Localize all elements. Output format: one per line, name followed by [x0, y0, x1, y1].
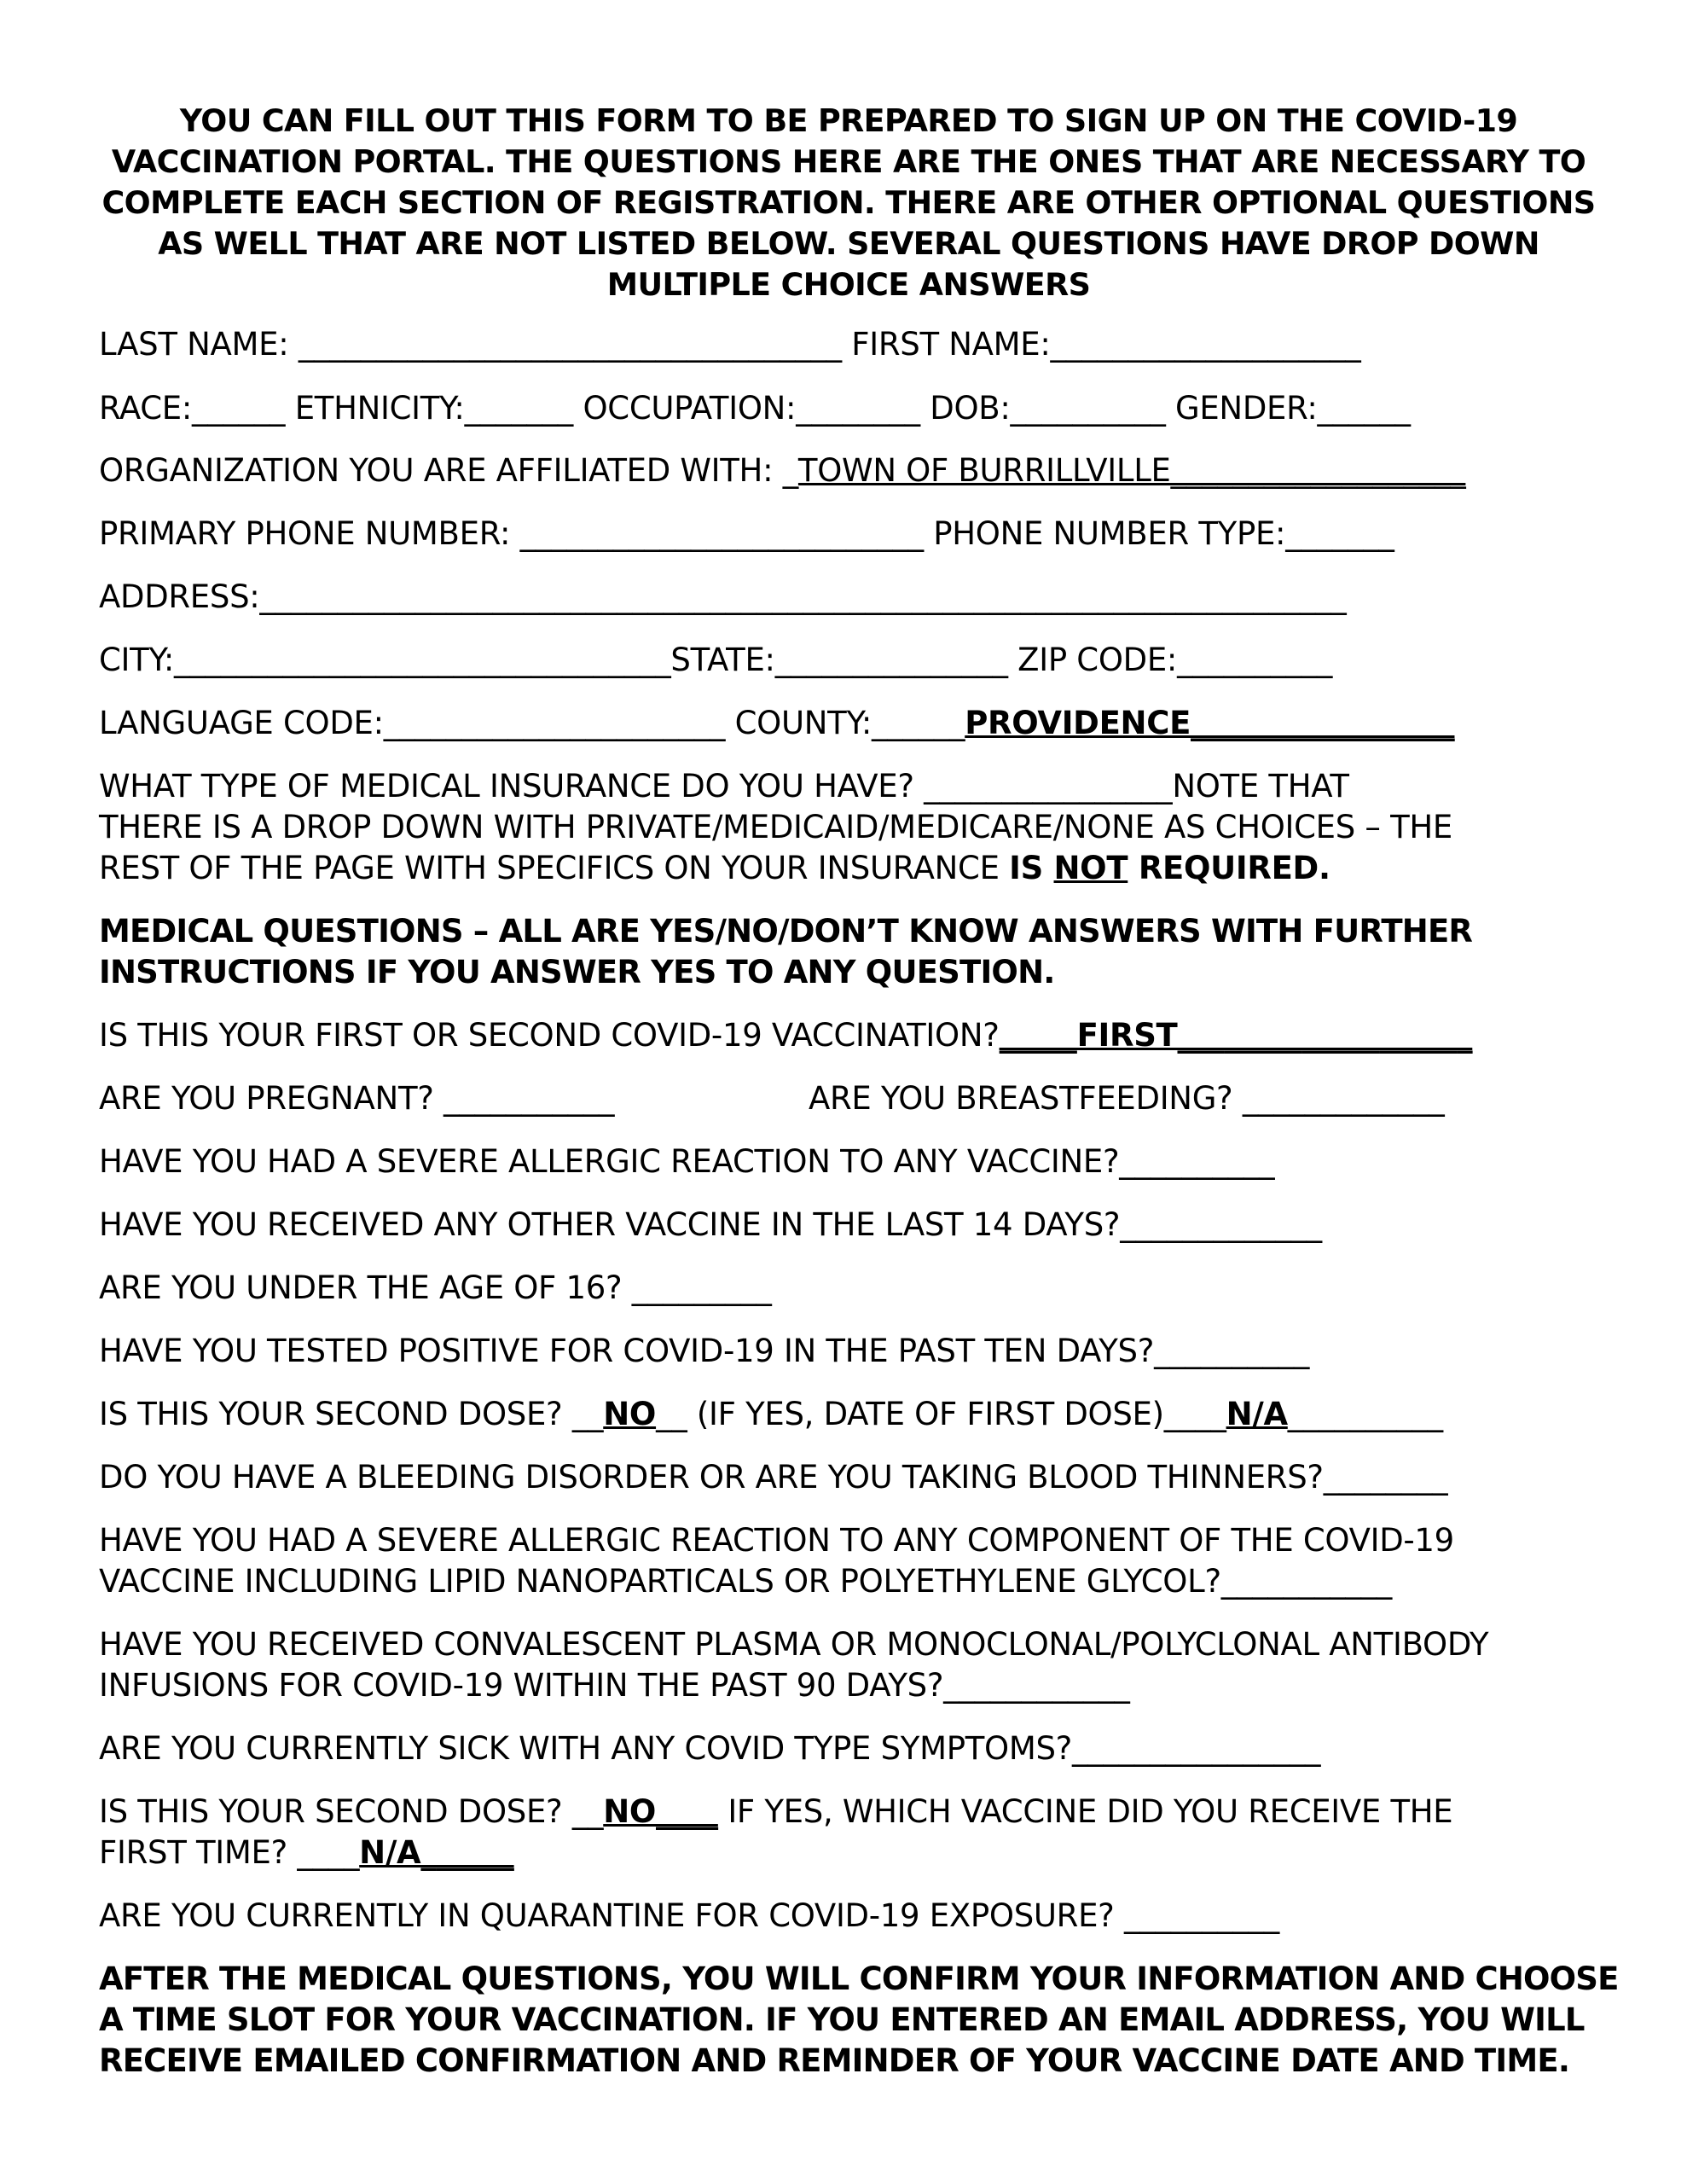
question-tested-positive: HAVE YOU TESTED POSITIVE FOR COVID-19 IN THE PAST TEN DAYS?__________ [99, 1333, 1310, 1369]
second-dose-answer: NO [603, 1396, 657, 1432]
insurance-required-text: REQUIRED. [1128, 850, 1330, 886]
question-plasma-line-1: HAVE YOU RECEIVED CONVALESCENT PLASMA OR MONOCLONAL/POLYCLONAL ANTIBODY [99, 1626, 1489, 1663]
language-county-label: LANGUAGE CODE:______________________ COUNTY:______ [99, 705, 965, 741]
first-dose-date-answer: N/A [1226, 1396, 1288, 1432]
insurance-note-text: REST OF THE PAGE WITH SPECIFICS ON YOUR INSURANCE [99, 850, 1010, 886]
question-vaccine-allergy: HAVE YOU HAD A SEVERE ALLERGIC REACTION TO ANY VACCINE?__________ [99, 1143, 1275, 1180]
question-other-vaccine: HAVE YOU RECEIVED ANY OTHER VACCINE IN THE LAST 14 DAYS?_____________ [99, 1206, 1322, 1243]
question-label: IS THIS YOUR FIRST OR SECOND COVID-19 VACCINATION? [99, 1017, 1000, 1054]
footer-line-3: RECEIVE EMAILED CONFIRMATION AND REMINDER OF YOUR VACCINE DATE AND TIME. [99, 2042, 1570, 2079]
county-value: PROVIDENCE_________________ [965, 705, 1455, 741]
header-line-3: COMPLETE EACH SECTION OF REGISTRATION. THERE ARE OTHER OPTIONAL QUESTIONS [101, 184, 1596, 221]
phone-field-line: PRIMARY PHONE NUMBER: __________________________ PHONE NUMBER TYPE:_______ [99, 515, 1394, 552]
question-label: __ (IF YES, DATE OF FIRST DOSE)____ [656, 1396, 1226, 1432]
question-label: IS THIS YOUR SECOND DOSE? __ [99, 1793, 604, 1830]
organization-field-line [99, 450, 1600, 491]
language-county-field-line [99, 703, 1600, 744]
question-quarantine: ARE YOU CURRENTLY IN QUARANTINE FOR COVID-19 EXPOSURE? __________ [99, 1897, 1279, 1934]
insurance-line-1: WHAT TYPE OF MEDICAL INSURANCE DO YOU HAVE? ________________NOTE THAT [99, 768, 1349, 804]
header-line-2: VACCINATION PORTAL. THE QUESTIONS HERE ARE THE ONES THAT ARE NECESSARY TO [111, 143, 1586, 180]
question-second-dose-vaccine-line-2 [99, 1833, 1600, 1873]
header-line-5: MULTIPLE CHOICE ANSWERS [606, 266, 1091, 303]
question-breastfeeding: ARE YOU BREASTFEEDING? _____________ [809, 1080, 1445, 1117]
organization-value: TOWN OF BURRILLVILLE___________________ [797, 452, 1466, 489]
question-label: FIRST TIME? ____ [99, 1834, 360, 1871]
question-second-dose-vaccine-line-1 [99, 1792, 1600, 1833]
header-line-1: YOU CAN FILL OUT THIS FORM TO BE PREPARED TO SIGN UP ON THE COVID-19 [179, 102, 1518, 139]
question-bleeding-disorder: DO YOU HAVE A BLEEDING DISORDER OR ARE YOU TAKING BLOOD THINNERS?________ [99, 1459, 1448, 1496]
question-second-dose-date [99, 1394, 1600, 1435]
address-field-line: ADDRESS:______________________________________________________________________ [99, 578, 1347, 615]
first-vaccine-answer: N/A______ [359, 1834, 514, 1871]
question-vaccination-number [99, 1015, 1600, 1056]
question-label: IF YES, WHICH VACCINE DID YOU RECEIVE THE [717, 1793, 1453, 1830]
question-under-16: ARE YOU UNDER THE AGE OF 16? _________ [99, 1269, 772, 1306]
medical-header-line-1: MEDICAL QUESTIONS – ALL ARE YES/NO/DON’T KNOW ANSWERS WITH FURTHER [99, 913, 1473, 950]
footer-line-1: AFTER THE MEDICAL QUESTIONS, YOU WILL CONFIRM YOUR INFORMATION AND CHOOSE [99, 1960, 1619, 1997]
insurance-line-2: THERE IS A DROP DOWN WITH PRIVATE/MEDICAID/MEDICARE/NONE AS CHOICES – THE [99, 809, 1452, 845]
footer-line-2: A TIME SLOT FOR YOUR VACCINATION. IF YOU ENTERED AN EMAIL ADDRESS, YOU WILL [99, 2001, 1585, 2038]
question-plasma-line-2: INFUSIONS FOR COVID-19 WITHIN THE PAST 90 DAYS?____________ [99, 1667, 1130, 1704]
city-state-zip-field-line: CITY:________________________________STATE:_______________ ZIP CODE:__________ [99, 642, 1333, 678]
question-component-allergy-line-2: VACCINE INCLUDING LIPID NANOPARTICALS OR POLYETHYLENE GLYCOL?___________ [99, 1563, 1392, 1600]
second-dose-answer: NO____ [603, 1793, 718, 1830]
question-currently-sick: ARE YOU CURRENTLY SICK WITH ANY COVID TYPE SYMPTOMS?________________ [99, 1730, 1321, 1767]
header-line-4: AS WELL THAT ARE NOT LISTED BELOW. SEVERAL QUESTIONS HAVE DROP DOWN [158, 225, 1539, 262]
demographics-field-line: RACE:______ ETHNICITY:_______ OCCUPATION:________ DOB:__________ GENDER:______ [99, 390, 1411, 427]
question-pregnant: ARE YOU PREGNANT? ___________ [99, 1080, 615, 1117]
answer-blank: __________ [1287, 1396, 1443, 1432]
question-component-allergy-line-1: HAVE YOU HAD A SEVERE ALLERGIC REACTION TO ANY COMPONENT OF THE COVID-19 [99, 1522, 1454, 1559]
name-field-line: LAST NAME: ___________________________________ FIRST NAME:____________________ [99, 326, 1361, 363]
insurance-line-3 [99, 848, 1600, 889]
medical-header-line-2: INSTRUCTIONS IF YOU ANSWER YES TO ANY QUESTION. [99, 954, 1055, 990]
vaccination-number-answer: _____FIRST___________________ [999, 1017, 1473, 1054]
insurance-is-text: IS [1009, 850, 1054, 886]
organization-label: ORGANIZATION YOU ARE AFFILIATED WITH: _ [99, 452, 798, 489]
insurance-not-text: NOT [1053, 850, 1128, 886]
question-label: IS THIS YOUR SECOND DOSE? __ [99, 1396, 604, 1432]
